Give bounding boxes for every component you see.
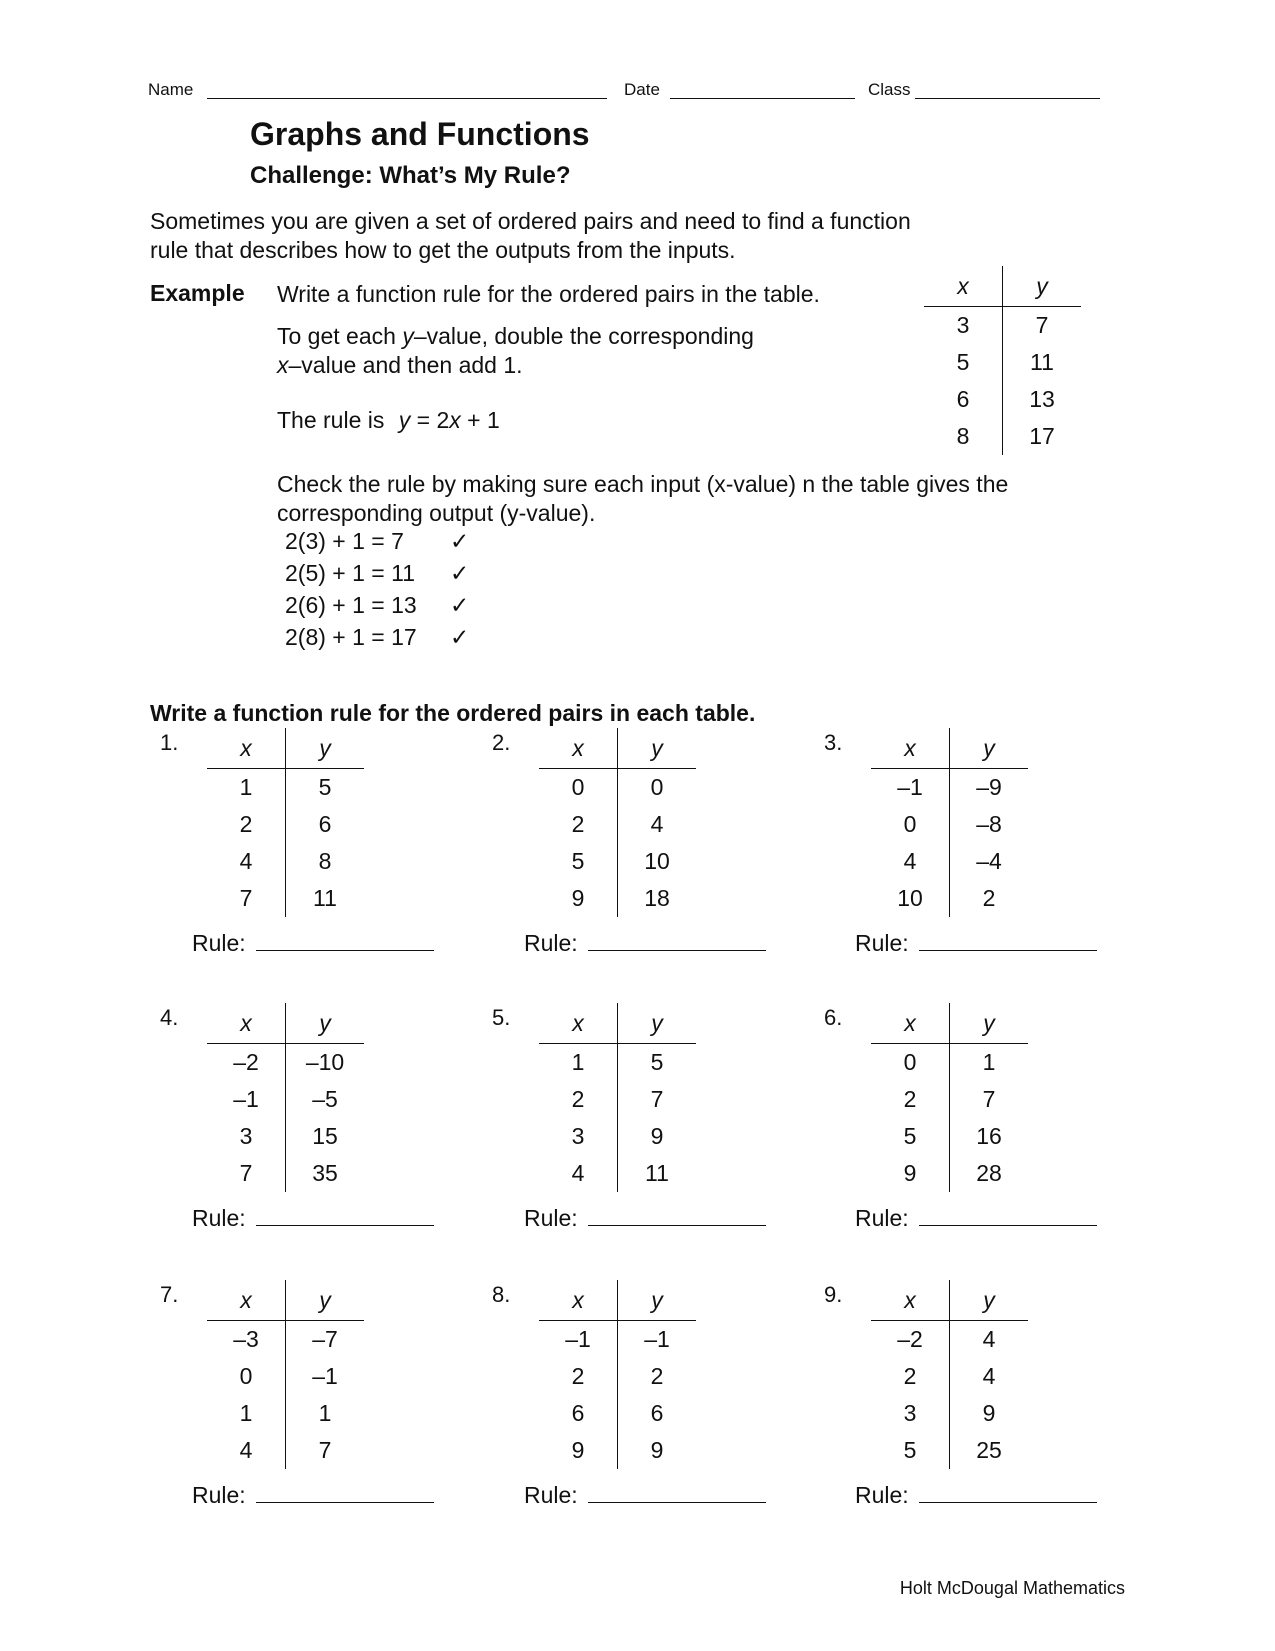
y-header: y xyxy=(950,1280,1029,1321)
rule-answer-field[interactable] xyxy=(588,1482,766,1503)
table-row xyxy=(871,880,1028,917)
y-cell: 25 xyxy=(976,1437,1002,1463)
rule-answer-field[interactable] xyxy=(919,930,1097,951)
x-header: x xyxy=(539,1003,618,1044)
y-cell: 7 xyxy=(982,1086,996,1112)
rule-eq: = 2 xyxy=(410,407,450,433)
rule-y: y xyxy=(398,407,411,433)
x-cell: 2 xyxy=(207,806,286,843)
example-explanation-line1 xyxy=(277,322,754,351)
rule-x: x xyxy=(449,407,461,433)
y-cell: 11 xyxy=(1030,349,1054,375)
x-cell: 7 xyxy=(207,880,286,917)
x-cell: 5 xyxy=(871,1432,950,1469)
page-title: Graphs and Functions xyxy=(250,116,590,152)
x-cell: 4 xyxy=(539,1155,618,1192)
y-header: y xyxy=(286,728,365,769)
rule-answer-field[interactable] xyxy=(588,930,766,951)
y-cell: 18 xyxy=(644,885,670,911)
rule-line xyxy=(524,1205,766,1232)
x-cell: 3 xyxy=(539,1118,618,1155)
class-label: Class xyxy=(868,80,911,99)
table-row xyxy=(207,843,364,880)
x-cell: 4 xyxy=(871,843,950,880)
example-explanation-line2 xyxy=(277,351,523,380)
y-cell: 7 xyxy=(650,1086,664,1112)
example-table xyxy=(924,266,1081,455)
table-row xyxy=(207,1395,364,1432)
x-header: x xyxy=(539,1280,618,1321)
y-cell: 5 xyxy=(650,1049,664,1075)
table-row xyxy=(539,1044,696,1082)
example-x-header: x xyxy=(924,266,1003,307)
problem-number: 7. xyxy=(160,1282,179,1307)
y-header: y xyxy=(618,1003,697,1044)
example-check-text: Check the rule by making sure each input (x-value) n the table gives the corresponding output (y-value). xyxy=(277,471,1009,526)
table-row xyxy=(207,1432,364,1469)
rule-answer-field[interactable] xyxy=(919,1482,1097,1503)
explain-line1-pre: To get each xyxy=(277,323,403,349)
y-cell: 7 xyxy=(318,1437,332,1463)
name-label: Name xyxy=(148,80,194,99)
table-row xyxy=(871,1081,1028,1118)
problem-table xyxy=(207,1003,364,1192)
table-row xyxy=(539,843,696,880)
rule-answer-field[interactable] xyxy=(256,1482,434,1503)
check-equation: 2(6) + 1 = 13 xyxy=(285,592,417,618)
y-cell: 0 xyxy=(650,774,664,800)
name-field[interactable] xyxy=(207,98,607,99)
table-row xyxy=(539,880,696,917)
rule-label: Rule: xyxy=(524,1205,578,1231)
y-cell: –1 xyxy=(644,1326,670,1352)
x-header: x xyxy=(207,728,286,769)
x-header: x xyxy=(871,1003,950,1044)
example-y-header: y xyxy=(1003,266,1082,307)
check-row xyxy=(285,592,470,619)
y-cell: –10 xyxy=(305,1049,345,1075)
y-cell: 1 xyxy=(318,1400,332,1426)
x-cell: 2 xyxy=(539,1358,618,1395)
y-cell: 6 xyxy=(318,811,332,837)
x-cell: –1 xyxy=(207,1081,286,1118)
problem-table xyxy=(207,1280,364,1469)
table-row xyxy=(207,1358,364,1395)
x-cell: 0 xyxy=(207,1358,286,1395)
table-row xyxy=(539,1118,696,1155)
x-cell: 3 xyxy=(207,1118,286,1155)
table-row xyxy=(871,843,1028,880)
table-row xyxy=(539,1432,696,1469)
table-row xyxy=(871,1432,1028,1469)
checkmark-icon: ✓ xyxy=(450,528,470,554)
x-cell: 8 xyxy=(924,418,1003,455)
checkmark-icon: ✓ xyxy=(450,624,470,650)
check-row xyxy=(285,528,470,555)
rule-line xyxy=(192,930,434,957)
x-cell: 5 xyxy=(539,843,618,880)
x-cell: 7 xyxy=(207,1155,286,1192)
table-row xyxy=(871,1321,1028,1359)
problem-number: 6. xyxy=(824,1005,843,1030)
rule-answer-field[interactable] xyxy=(256,930,434,951)
rule-plus: + 1 xyxy=(460,407,500,433)
rule-label: Rule: xyxy=(524,930,578,956)
y-cell: 9 xyxy=(650,1437,664,1463)
rule-label: Rule: xyxy=(192,1482,246,1508)
rule-label: Rule: xyxy=(855,1205,909,1231)
table-row xyxy=(539,1081,696,1118)
x-cell: –2 xyxy=(207,1044,286,1082)
table-row xyxy=(924,307,1081,345)
x-cell: –3 xyxy=(207,1321,286,1359)
x-cell: 5 xyxy=(871,1118,950,1155)
y-header: y xyxy=(286,1003,365,1044)
y-cell: 8 xyxy=(318,848,332,874)
rule-text: The rule is xyxy=(277,407,385,433)
table-row xyxy=(871,1155,1028,1192)
table-row xyxy=(207,769,364,807)
x-cell: 2 xyxy=(539,806,618,843)
table-row xyxy=(207,1321,364,1359)
problem-number: 2. xyxy=(492,730,511,755)
rule-label: Rule: xyxy=(192,1205,246,1231)
y-cell: –1 xyxy=(312,1363,338,1389)
x-cell: –2 xyxy=(871,1321,950,1359)
y-cell: –9 xyxy=(976,774,1002,800)
y-cell: –8 xyxy=(976,811,1002,837)
y-cell: 28 xyxy=(976,1160,1002,1186)
rule-label: Rule: xyxy=(524,1482,578,1508)
problem-table xyxy=(871,728,1028,917)
checkmark-icon: ✓ xyxy=(450,592,470,618)
rule-line xyxy=(524,1482,766,1509)
table-row xyxy=(207,1044,364,1082)
y-header: y xyxy=(950,1003,1029,1044)
explain-line2-var: x xyxy=(277,352,289,378)
y-cell: 9 xyxy=(982,1400,996,1426)
y-cell: 2 xyxy=(982,885,996,911)
x-cell: 2 xyxy=(539,1081,618,1118)
y-cell: 16 xyxy=(976,1123,1002,1149)
x-cell: 9 xyxy=(539,1432,618,1469)
table-row xyxy=(871,806,1028,843)
class-field[interactable] xyxy=(915,98,1100,99)
page-subtitle: Challenge: What’s My Rule? xyxy=(250,162,571,189)
problem-table xyxy=(539,1280,696,1469)
problem-number: 9. xyxy=(824,1282,843,1307)
y-cell: 7 xyxy=(1035,312,1049,338)
x-cell: 2 xyxy=(871,1081,950,1118)
problem-table xyxy=(539,728,696,917)
rule-answer-field[interactable] xyxy=(588,1205,766,1226)
table-row xyxy=(539,1155,696,1192)
rule-line xyxy=(855,1482,1097,1509)
problem-number: 8. xyxy=(492,1282,511,1307)
y-cell: 5 xyxy=(318,774,332,800)
table-row xyxy=(207,1155,364,1192)
problem-number: 4. xyxy=(160,1005,179,1030)
table-row xyxy=(539,1395,696,1432)
y-cell: 15 xyxy=(312,1123,338,1149)
x-cell: 6 xyxy=(539,1395,618,1432)
rule-line xyxy=(855,930,1097,957)
rule-line xyxy=(192,1205,434,1232)
table-row xyxy=(539,806,696,843)
date-label: Date xyxy=(624,80,660,99)
x-cell: 9 xyxy=(871,1155,950,1192)
rule-label: Rule: xyxy=(855,930,909,956)
intro-paragraph: Sometimes you are given a set of ordered pairs and need to find a function rule that describes how to get the outputs from the inputs. xyxy=(150,208,911,263)
rule-label: Rule: xyxy=(192,930,246,956)
check-row xyxy=(285,560,470,587)
x-header: x xyxy=(207,1280,286,1321)
x-cell: 1 xyxy=(539,1044,618,1082)
y-header: y xyxy=(618,1280,697,1321)
x-cell: 1 xyxy=(207,769,286,807)
rule-answer-field[interactable] xyxy=(919,1205,1097,1226)
y-cell: 4 xyxy=(982,1326,996,1352)
y-header: y xyxy=(618,728,697,769)
y-cell: –5 xyxy=(312,1086,338,1112)
y-header: y xyxy=(286,1280,365,1321)
check-equation: 2(5) + 1 = 11 xyxy=(285,560,415,586)
instructions: Write a function rule for the ordered pairs in each table. xyxy=(150,700,756,726)
y-cell: 10 xyxy=(644,848,670,874)
table-row xyxy=(871,1118,1028,1155)
x-cell: 0 xyxy=(871,806,950,843)
checkmark-icon: ✓ xyxy=(450,560,470,586)
x-cell: –1 xyxy=(539,1321,618,1359)
explain-line1-var: y xyxy=(402,323,414,349)
y-cell: 11 xyxy=(313,885,337,911)
problem-number: 1. xyxy=(160,730,179,755)
rule-line xyxy=(192,1482,434,1509)
table-row xyxy=(871,1044,1028,1082)
x-cell: 9 xyxy=(539,880,618,917)
y-cell: 9 xyxy=(650,1123,664,1149)
problem-number: 5. xyxy=(492,1005,511,1030)
check-row xyxy=(285,624,470,651)
table-row xyxy=(207,1118,364,1155)
problem-table xyxy=(539,1003,696,1192)
rule-answer-field[interactable] xyxy=(256,1205,434,1226)
x-cell: 4 xyxy=(207,1432,286,1469)
y-cell: 6 xyxy=(650,1400,664,1426)
problem-table xyxy=(871,1003,1028,1192)
problem-table xyxy=(871,1280,1028,1469)
check-equation: 2(8) + 1 = 17 xyxy=(285,624,417,650)
y-cell: 2 xyxy=(650,1363,664,1389)
table-row xyxy=(539,1358,696,1395)
table-row xyxy=(539,769,696,807)
x-header: x xyxy=(539,728,618,769)
x-cell: 0 xyxy=(539,769,618,807)
table-row xyxy=(871,1395,1028,1432)
example-prompt: Write a function rule for the ordered pairs in the table. xyxy=(277,281,820,307)
rule-line xyxy=(524,930,766,957)
x-cell: –1 xyxy=(871,769,950,807)
x-cell: 2 xyxy=(871,1358,950,1395)
problem-table xyxy=(207,728,364,917)
y-header: y xyxy=(950,728,1029,769)
table-row xyxy=(207,880,364,917)
x-cell: 6 xyxy=(924,381,1003,418)
table-row xyxy=(924,344,1081,381)
table-row xyxy=(539,1321,696,1359)
y-cell: 1 xyxy=(982,1049,996,1075)
footer-publisher: Holt McDougal Mathematics xyxy=(899,1578,1125,1598)
x-header: x xyxy=(871,728,950,769)
y-cell: –4 xyxy=(976,848,1002,874)
table-row xyxy=(871,769,1028,807)
x-cell: 10 xyxy=(871,880,950,917)
explain-line2-post: –value and then add 1. xyxy=(288,352,523,378)
rule-label: Rule: xyxy=(855,1482,909,1508)
rule-line xyxy=(855,1205,1097,1232)
x-cell: 3 xyxy=(871,1395,950,1432)
x-cell: 0 xyxy=(871,1044,950,1082)
example-rule xyxy=(277,406,500,435)
x-header: x xyxy=(871,1280,950,1321)
x-cell: 4 xyxy=(207,843,286,880)
table-row xyxy=(207,806,364,843)
x-cell: 5 xyxy=(924,344,1003,381)
explain-line1-post: –value, double the corresponding xyxy=(413,323,754,349)
y-cell: –7 xyxy=(312,1326,338,1352)
table-row xyxy=(924,381,1081,418)
table-row xyxy=(871,1358,1028,1395)
y-cell: 35 xyxy=(312,1160,338,1186)
table-row xyxy=(924,418,1081,455)
y-cell: 11 xyxy=(645,1160,669,1186)
y-cell: 4 xyxy=(650,811,664,837)
date-field[interactable] xyxy=(670,98,855,99)
problem-number: 3. xyxy=(824,730,843,755)
check-equation: 2(3) + 1 = 7 xyxy=(285,528,404,554)
y-cell: 17 xyxy=(1029,423,1055,449)
example-label: Example xyxy=(150,280,245,306)
y-cell: 13 xyxy=(1029,386,1055,412)
table-row xyxy=(207,1081,364,1118)
y-cell: 4 xyxy=(982,1363,996,1389)
x-cell: 3 xyxy=(924,307,1003,345)
x-cell: 1 xyxy=(207,1395,286,1432)
x-header: x xyxy=(207,1003,286,1044)
